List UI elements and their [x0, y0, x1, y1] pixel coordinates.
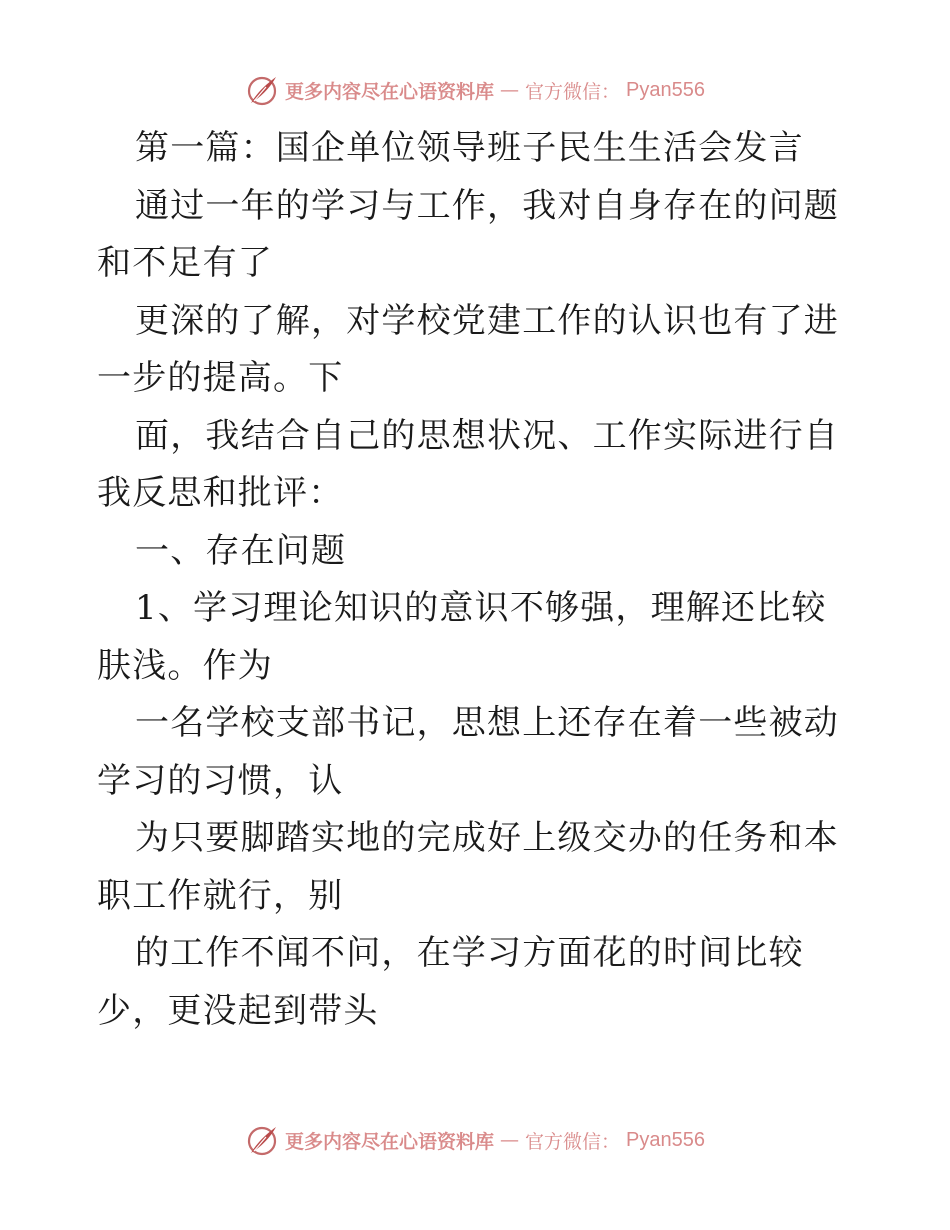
- watermark-wechat-label: 官方微信：: [525, 80, 621, 103]
- section-heading: 一、存在问题: [135, 530, 347, 571]
- document-body: [97, 120, 857, 1040]
- footer-watermark: [0, 1120, 950, 1160]
- watermark-dash: —: [500, 79, 520, 101]
- watermark-wechat-id: Pyan556: [626, 78, 705, 101]
- paragraph: 一名学校支部书记，思想上还存在着一些被动学习的习惯，认: [97, 703, 839, 801]
- header-watermark: [0, 70, 950, 110]
- document-title: 第一篇：国企单位领导班子民生生活会发言: [135, 128, 804, 168]
- watermark-dash: —: [500, 1129, 520, 1151]
- watermark-wechat-id: Pyan556: [626, 1128, 705, 1151]
- quill-pen-logo-icon: [245, 73, 279, 107]
- watermark-wechat-label: 官方微信：: [525, 1130, 621, 1153]
- quill-pen-logo-icon: [245, 1123, 279, 1157]
- paragraph: 面，我结合自己的思想状况、工作实际进行自我反思和批评：: [97, 415, 839, 513]
- paragraph: 的工作不闻不问，在学习方面花的时间比较少，更没起到带头: [97, 933, 804, 1031]
- watermark-brand-text: 更多内容尽在心语资料库: [285, 80, 495, 103]
- paragraph: 为只要脚踏实地的完成好上级交办的任务和本职工作就行，别: [97, 818, 839, 916]
- paragraph: 更深的了解，对学校党建工作的认识也有了进一步的提高。下: [97, 300, 839, 398]
- watermark-brand-text: 更多内容尽在心语资料库: [285, 1130, 495, 1153]
- paragraph: 通过一年的学习与工作，我对自身存在的问题和不足有了: [97, 185, 839, 283]
- paragraph: 1、学习理论知识的意识不够强，理解还比较肤浅。作为: [97, 588, 827, 686]
